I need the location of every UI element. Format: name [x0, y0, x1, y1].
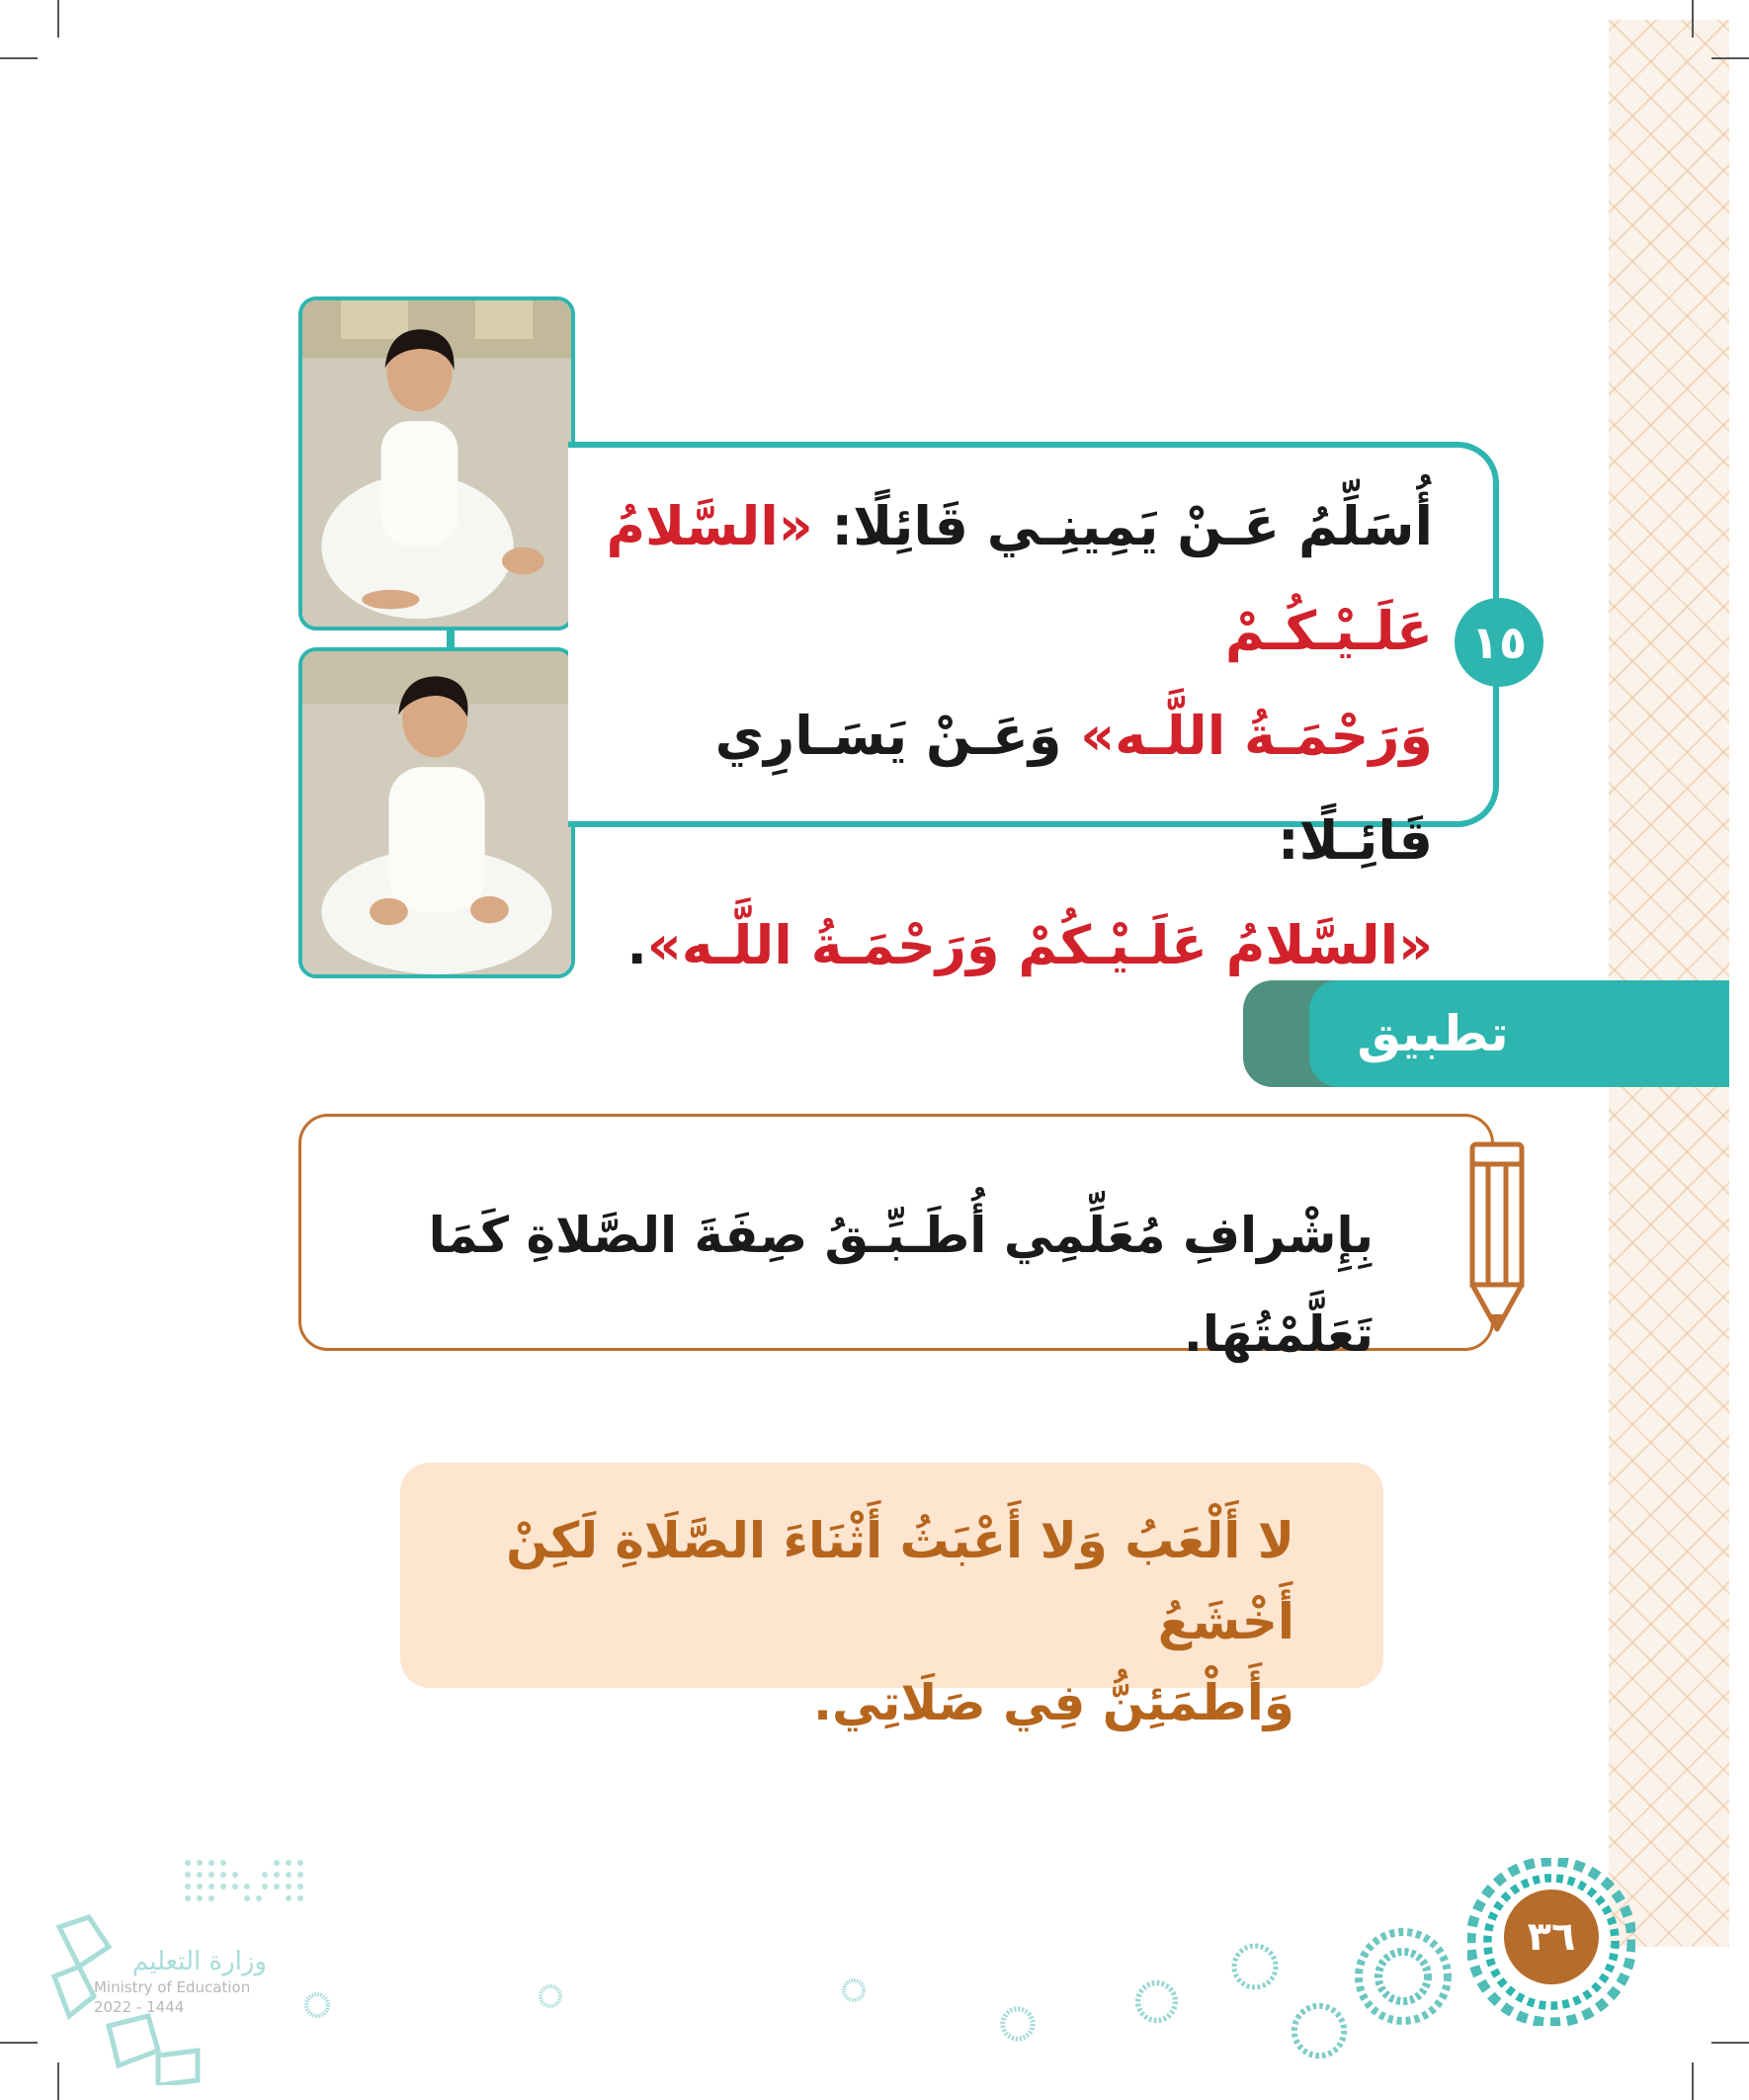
rosette-icon [1134, 1979, 1179, 2024]
crop-mark [0, 2042, 38, 2044]
step-line-2 [603, 684, 1433, 893]
rosette-icon [539, 1984, 562, 2008]
pencil-icon [1464, 1136, 1530, 1334]
step-instruction [603, 474, 1433, 998]
note-text [464, 1500, 1294, 1743]
ministry-name-arabic: وزارة التعليم [131, 1947, 267, 1976]
crop-mark [1692, 2062, 1694, 2100]
photo-salam-left [298, 647, 575, 978]
rosette-icon [1000, 2006, 1036, 2042]
crop-mark [0, 57, 38, 59]
step-number-badge: ١٥ [1455, 598, 1543, 687]
task-text: بِإِشْرافِ مُعَلِّمِي أُطَـبِّـقُ صِفَةَ الصَّلاةِ كَمَا تَعَلَّمْتُهَا. [428, 1207, 1374, 1363]
rosette-icon [1354, 1927, 1453, 2026]
photo-salam-right [298, 296, 575, 630]
note-line-2: وَأَطْمَئِنُّ فِي صَلَاتِي. [812, 1674, 1294, 1731]
step-text-plain: أُسَلِّمُ عَـنْ يَمِينِـي قَائِلًا: [812, 495, 1433, 557]
crop-mark [1711, 2042, 1749, 2044]
rosette-icon [842, 1978, 866, 2002]
rosette-icon [1290, 2001, 1349, 2060]
step-line-1 [603, 474, 1433, 684]
crop-mark [1692, 0, 1694, 38]
step-text-salam: «السَّلامُ عَلَـيْـكُمْ وَرَحْمَـةُ اللَّـه» [646, 914, 1433, 976]
crop-mark [57, 0, 59, 38]
crop-mark [1711, 57, 1749, 59]
step-text-salam: «السَّلامُ عَلَـيْـكُـمْ [606, 495, 1433, 662]
page-number: ٣٦ [1504, 1890, 1599, 1984]
ministry-year: 2022 - 1444 [94, 1998, 185, 2016]
step-text-plain: وَعَـنْ يَسَـارِي قَائِـلًا: [714, 705, 1433, 872]
note-line-1: لا أَلْعَبُ وَلا أَعْبَثُ أَثْنَاءَ الصَّلَاةِ لَكِنْ أَخْشَعُ [506, 1512, 1294, 1650]
step-text-plain: . [626, 914, 647, 976]
ministry-name-english: Ministry of Education [94, 1978, 251, 1996]
rosette-icon [1230, 1942, 1280, 1991]
step-text-salam: وَرَحْمَـةُ اللَّـه» [1080, 705, 1433, 767]
section-title: تطبيق [1357, 1005, 1509, 1062]
